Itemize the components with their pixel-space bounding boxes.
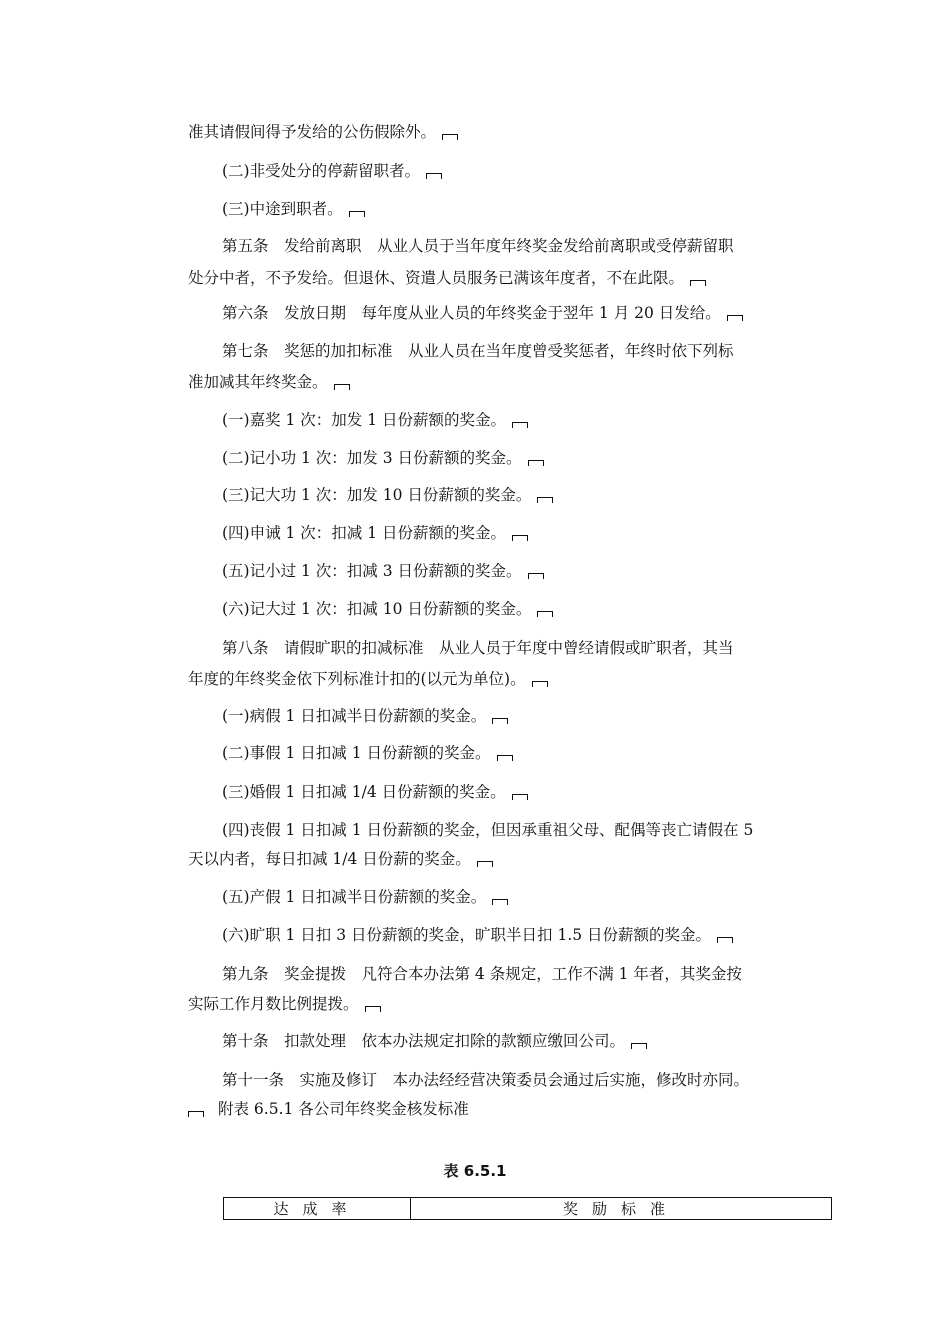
table-header-row [224, 1198, 832, 1220]
paragraph-line: 第六条 发放日期 每年度从业人员的年终奖金于翌年 1 月 20 日发给。 [222, 303, 743, 323]
paragraph-line: (二)事假 1 日扣减 1 日份薪额的奖金。 [222, 743, 513, 763]
paragraph-line: (六)旷职 1 日扣 3 日份薪额的奖金，旷职半日扣 1.5 日份薪额的奖金。 [222, 925, 733, 945]
paragraph-mark-icon [477, 861, 493, 867]
paragraph-mark-icon [727, 315, 743, 321]
paragraph-line: 第十一条 实施及修订 本办法经经营决策委员会通过后实施，修改时亦同。 [222, 1071, 750, 1089]
paragraph-line: 准加减其年终奖金。 [188, 372, 350, 392]
paragraph-mark-icon [631, 1043, 647, 1049]
paragraph-line: 处分中者，不予发给。但退休、资遣人员服务已满该年度者，不在此限。 [188, 268, 706, 288]
table-header-cell: 奖励标准 [411, 1198, 832, 1220]
paragraph-mark-icon [528, 573, 544, 579]
paragraph-mark-icon [512, 794, 528, 800]
paragraph-mark-icon [537, 611, 553, 617]
paragraph-line: 实际工作月数比例提拨。 [188, 994, 381, 1014]
paragraph-line: 附表 6.5.1 各公司年终奖金核发标准 [188, 1099, 469, 1119]
paragraph-mark-icon [512, 422, 528, 428]
paragraph-mark-icon [537, 497, 553, 503]
paragraph-mark-icon [512, 535, 528, 541]
paragraph-line: 天以内者，每日扣减 1/4 日份薪的奖金。 [188, 849, 493, 869]
paragraph-mark-icon [528, 460, 544, 466]
paragraph-line: (一)嘉奖 1 次：加发 1 日份薪额的奖金。 [222, 410, 528, 430]
paragraph-line: (六)记大过 1 次：扣减 10 日份薪额的奖金。 [222, 599, 553, 619]
paragraph-line: 第九条 奖金提拨 凡符合本办法第 4 条规定，工作不满 1 年者，其奖金按 [222, 965, 742, 983]
paragraph-mark-icon [717, 937, 733, 943]
paragraph-mark-icon [334, 384, 350, 390]
paragraph-line: 年度的年终奖金依下列标准计扣的(以元为单位)。 [188, 669, 548, 689]
paragraph-mark-icon [188, 1111, 204, 1117]
paragraph-line: 第五条 发给前离职 从业人员于当年度年终奖金发给前离职或受停薪留职 [222, 237, 734, 255]
paragraph-line: 准其请假间得予发给的公伤假除外。 [188, 122, 458, 142]
paragraph-line: (三)婚假 1 日扣减 1/4 日份薪额的奖金。 [222, 782, 528, 802]
paragraph-line: (三)中途到职者。 [222, 199, 365, 219]
paragraph-mark-icon [349, 211, 365, 217]
paragraph-mark-icon [532, 681, 548, 687]
paragraph-mark-icon [492, 718, 508, 724]
award-standard-table [223, 1197, 832, 1220]
paragraph-line: (四)申诫 1 次：扣减 1 日份薪额的奖金。 [222, 523, 528, 543]
paragraph-line: 第七条 奖惩的加扣标准 从业人员在当年度曾受奖惩者，年终时依下列标 [222, 342, 734, 360]
paragraph-line: (二)非受处分的停薪留职者。 [222, 161, 442, 181]
paragraph-line: (三)记大功 1 次：加发 10 日份薪额的奖金。 [222, 485, 553, 505]
paragraph-line: 第八条 请假旷职的扣减标准 从业人员于年度中曾经请假或旷职者，其当 [222, 639, 734, 657]
paragraph-line: 第十条 扣款处理 依本办法规定扣除的款额应缴回公司。 [222, 1031, 647, 1051]
table-header-cell: 达成率 [224, 1198, 411, 1220]
paragraph-line: (二)记小功 1 次：加发 3 日份薪额的奖金。 [222, 448, 544, 468]
paragraph-line: (五)产假 1 日扣减半日份薪额的奖金。 [222, 887, 508, 907]
paragraph-mark-icon [497, 755, 513, 761]
paragraph-mark-icon [690, 280, 706, 286]
paragraph-mark-icon [492, 899, 508, 905]
paragraph-mark-icon [365, 1006, 381, 1012]
paragraph-mark-icon [442, 134, 458, 140]
table-caption: 表 6.5.1 [443, 1162, 507, 1180]
paragraph-line: (四)丧假 1 日扣减 1 日份薪额的奖金，但因承重祖父母、配偶等丧亡请假在 5 [222, 821, 754, 839]
paragraph-mark-icon [426, 173, 442, 179]
paragraph-line: (一)病假 1 日扣减半日份薪额的奖金。 [222, 706, 508, 726]
paragraph-line: (五)记小过 1 次：扣减 3 日份薪额的奖金。 [222, 561, 544, 581]
